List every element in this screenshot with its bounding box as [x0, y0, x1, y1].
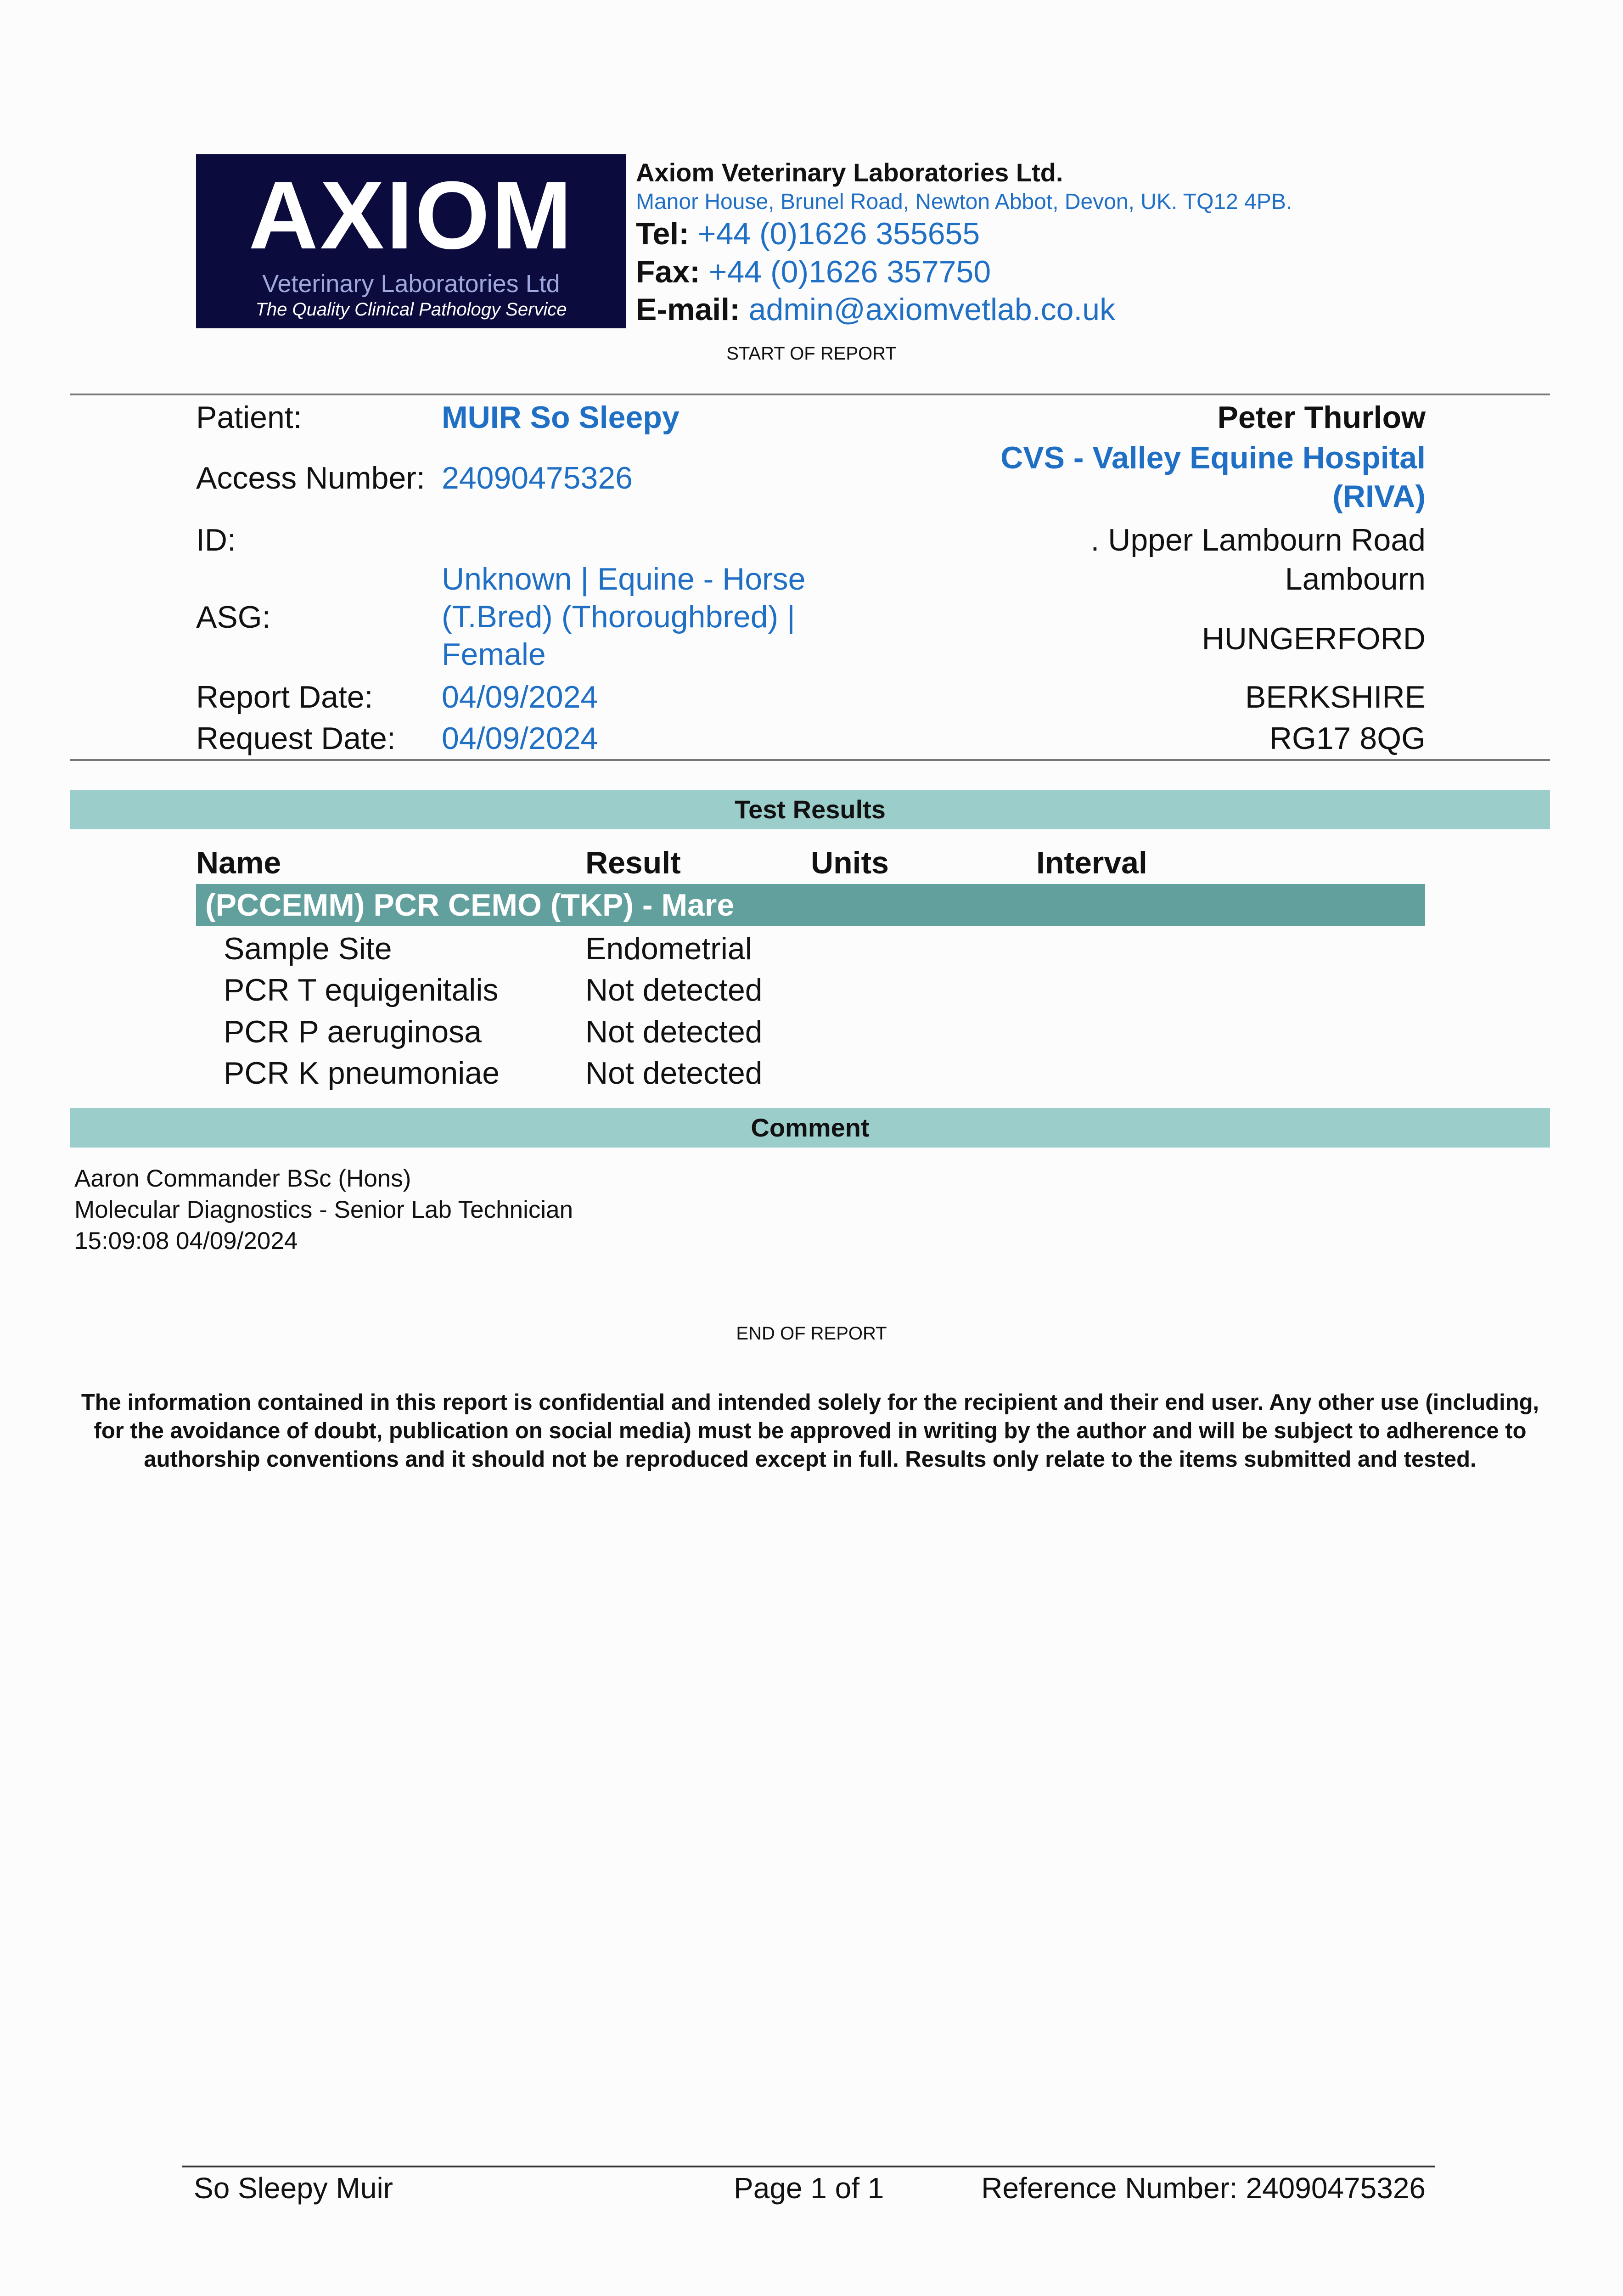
- fax-value: +44 (0)1626 357750: [708, 254, 991, 289]
- footer-page-number: Page 1 of 1: [734, 2172, 884, 2205]
- asg-label: ASG:: [196, 600, 271, 635]
- comment-band: Comment: [70, 1108, 1550, 1148]
- test-results-band: Test Results: [70, 790, 1550, 829]
- request-date: 04/09/2024: [442, 721, 598, 756]
- client-postcode: RG17 8QG: [1269, 721, 1426, 756]
- divider-bottom: [70, 759, 1550, 761]
- start-of-report: START OF REPORT: [726, 343, 897, 364]
- client-town: HUNGERFORD: [1202, 621, 1426, 656]
- client-county: BERKSHIRE: [1245, 680, 1426, 715]
- lab-address: Manor House, Brunel Road, Newton Abbot, Devon, UK. TQ12 4PB.: [636, 190, 1292, 214]
- col-header-result: Result: [585, 845, 681, 880]
- footer-rule: [182, 2166, 1435, 2167]
- divider-top: [70, 394, 1550, 395]
- col-header-interval: Interval: [1036, 845, 1147, 880]
- asg-line-1: Unknown | Equine - Horse: [442, 562, 806, 597]
- vet-name: Peter Thurlow: [1217, 400, 1426, 435]
- table-row-name: PCR T equigenitalis: [224, 973, 499, 1007]
- email-link[interactable]: admin@axiomvetlab.co.uk: [748, 292, 1116, 327]
- table-row-result: Not detected: [585, 1056, 763, 1091]
- table-row-name: PCR K pneumoniae: [224, 1056, 500, 1091]
- asg-line-2: (T.Bred) (Thoroughbred) |: [442, 599, 795, 634]
- practice-name-line-1: CVS - Valley Equine Hospital: [1000, 440, 1426, 475]
- col-header-units: Units: [811, 845, 889, 880]
- email-label: E-mail:: [636, 292, 740, 327]
- patient-label: Patient:: [196, 400, 302, 435]
- footer-reference-number: Reference Number: 24090475326: [981, 2172, 1426, 2205]
- test-panel-title: (PCCEMM) PCR CEMO (TKP) - Mare: [205, 888, 735, 923]
- report-date-label: Report Date:: [196, 680, 373, 715]
- footer-patient-name: So Sleepy Muir: [194, 2172, 393, 2205]
- lab-logo: [196, 154, 626, 328]
- access-number: 24090475326: [442, 461, 633, 495]
- fax-label: Fax:: [636, 254, 700, 289]
- lab-tel: [636, 216, 980, 252]
- lab-name: Axiom Veterinary Laboratories Ltd.: [636, 158, 1063, 187]
- logo-tagline: The Quality Clinical Pathology Service: [255, 299, 567, 320]
- tel-value: +44 (0)1626 355655: [697, 216, 980, 251]
- confidentiality-disclaimer: The information contained in this report is confidential and intended solely for the recipient and their end user. Any other use (including, for the avoidance of doubt, publication on social media) must be approved in writing by the author and will be subject to adherence to authorship conventions and it should not be reproduced except in full. Results only relate to the items submitted and tested.: [81, 1390, 1539, 1472]
- report-date: 04/09/2024: [442, 680, 598, 715]
- patient-name: MUIR So Sleepy: [442, 400, 680, 435]
- table-row-result: Endometrial: [585, 931, 752, 966]
- signatory-name: Aaron Commander BSc (Hons): [74, 1165, 411, 1192]
- client-address-2: Lambourn: [1285, 562, 1426, 597]
- id-label: ID:: [196, 523, 236, 557]
- logo-main-text: AXIOM: [248, 161, 574, 269]
- signatory-timestamp: 15:09:08 04/09/2024: [74, 1227, 298, 1255]
- col-header-name: Name: [196, 845, 281, 880]
- practice-name-line-2: (RIVA): [1332, 479, 1426, 514]
- table-row-name: PCR P aeruginosa: [224, 1014, 482, 1049]
- signatory-role: Molecular Diagnostics - Senior Lab Technician: [74, 1196, 573, 1223]
- asg-line-3: Female: [442, 637, 546, 672]
- request-date-label: Request Date:: [196, 721, 396, 756]
- tel-label: Tel:: [636, 216, 689, 251]
- lab-fax: [636, 254, 991, 290]
- table-row-name: Sample Site: [224, 931, 392, 966]
- lab-email: [636, 292, 1115, 327]
- table-row-result: Not detected: [585, 973, 763, 1007]
- logo-sub-text: Veterinary Laboratories Ltd: [262, 270, 560, 298]
- end-of-report: END OF REPORT: [736, 1323, 887, 1344]
- access-number-label: Access Number:: [196, 461, 425, 495]
- client-address-1: . Upper Lambourn Road: [1090, 523, 1426, 557]
- test-panel-header: [196, 884, 1425, 926]
- table-row-result: Not detected: [585, 1014, 763, 1049]
